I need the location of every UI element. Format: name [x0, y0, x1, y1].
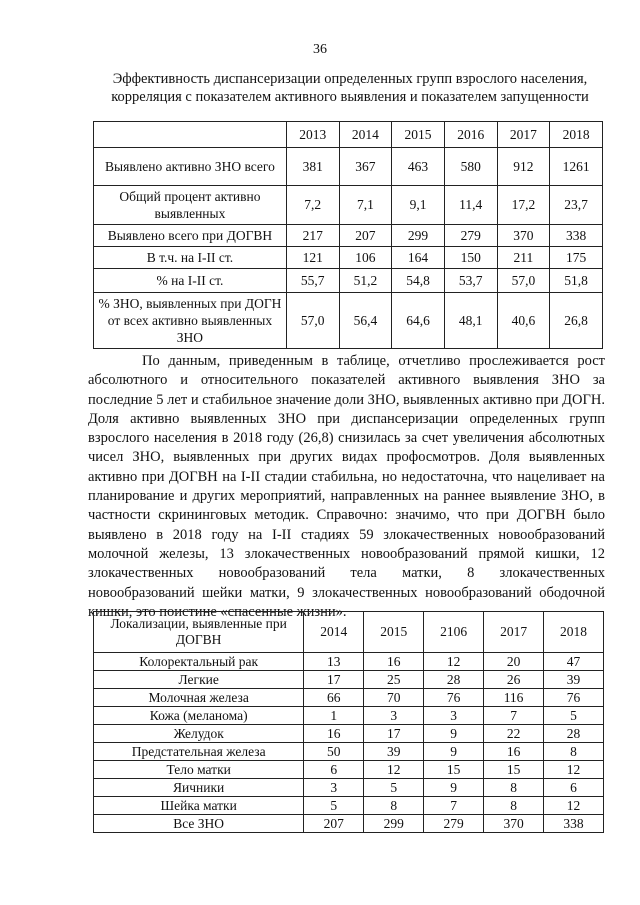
- table-cell: 338: [544, 815, 604, 833]
- table-cell: 28: [544, 725, 604, 743]
- table-cell: 66: [304, 689, 364, 707]
- row-label: Тело матки: [94, 761, 304, 779]
- table-cell: 39: [364, 743, 424, 761]
- table-row: [94, 269, 603, 293]
- table-cell: 12: [544, 761, 604, 779]
- table-cell: 367: [339, 148, 392, 186]
- table-row: [94, 186, 603, 225]
- row-label: Выявлено всего при ДОГВН: [94, 225, 287, 247]
- table-cell: 381: [286, 148, 339, 186]
- table-cell: 8: [364, 797, 424, 815]
- table-cell: 26,8: [550, 293, 603, 349]
- title-line: корреляция с показателем активного выявления и показателем запущенности: [111, 89, 589, 105]
- table-row: [94, 148, 603, 186]
- table-cell: 16: [304, 725, 364, 743]
- table-cell: 26: [484, 671, 544, 689]
- table-cell: 9: [424, 779, 484, 797]
- table-cell: 76: [544, 689, 604, 707]
- year-header: 2014: [304, 612, 364, 653]
- table-cell: 64,6: [392, 293, 445, 349]
- table-cell: 12: [364, 761, 424, 779]
- table-cell: 370: [497, 225, 550, 247]
- table-cell: 17: [364, 725, 424, 743]
- table-cell: 7: [424, 797, 484, 815]
- table-cell: 7,1: [339, 186, 392, 225]
- row-label: Легкие: [94, 671, 304, 689]
- row-label: Выявлено активно ЗНО всего: [94, 148, 287, 186]
- table-cell: 3: [304, 779, 364, 797]
- row-label: Молочная железа: [94, 689, 304, 707]
- table-cell: 16: [484, 743, 544, 761]
- table-cell: 23,7: [550, 186, 603, 225]
- row-label: Все ЗНО: [94, 815, 304, 833]
- table-cell: 15: [424, 761, 484, 779]
- page-title: [80, 70, 620, 106]
- table-cell: 5: [544, 707, 604, 725]
- table-cell: 912: [497, 148, 550, 186]
- year-header: 2017: [497, 122, 550, 148]
- table-cell: 12: [544, 797, 604, 815]
- table-cell: 16: [364, 653, 424, 671]
- table-row: [94, 671, 604, 689]
- row-label: Шейка матки: [94, 797, 304, 815]
- table-cell: 121: [286, 247, 339, 269]
- year-header: 2014: [339, 122, 392, 148]
- body-paragraph: По данным, приведенным в таблице, отчетливо прослеживается рост абсолютного и относительного показателей активного выявления ЗНО за последние 5 лет и стабильное значение доли ЗНО, выявленных активно при ДОГН. Доля активно выявленных ЗНО при диспансеризации определенных групп взрослого населения в 2018 году (26,8) снизилась за счет увеличения абсолютных чисел ЗНО, выявленных при других видах профосмотров. Доля выявленных активно при ДОГВН на I-II стадии стабильна, но недостаточна, что нацеливает на планирование и других мероприятий, направленных на раннее выявление ЗНО, в частности скрининговых методик. Справочно: значимо, что при ДОГВН было выявлено в 2018 году на I-II стадиях 59 злокачественных новообразований молочной железы, 13 злокачественных новообразований прямой кишки, 12 злокачественных новообразований тела матки, 8 злокачественных новообразований шейки матки, 9 злокачественных новообразований ободочной кишки, это поистине «спасенные жизни».: [88, 353, 605, 620]
- row-label: Яичники: [94, 779, 304, 797]
- header-label: Локализации, выявленные при ДОГВН: [94, 612, 304, 653]
- screening-efficiency-table: [93, 121, 603, 349]
- table-cell: 370: [484, 815, 544, 833]
- table-cell: 17,2: [497, 186, 550, 225]
- table-header-row: [94, 122, 603, 148]
- table-row: [94, 225, 603, 247]
- row-label: Кожа (меланома): [94, 707, 304, 725]
- table-cell: 463: [392, 148, 445, 186]
- localization-table: [93, 611, 604, 833]
- table-cell: 54,8: [392, 269, 445, 293]
- table-cell: 51,2: [339, 269, 392, 293]
- table-cell: 3: [364, 707, 424, 725]
- table-row: [94, 247, 603, 269]
- table-cell: 51,8: [550, 269, 603, 293]
- table-row: [94, 743, 604, 761]
- table-cell: 279: [444, 225, 497, 247]
- table-cell: 40,6: [497, 293, 550, 349]
- table-cell: 580: [444, 148, 497, 186]
- table-cell: 3: [424, 707, 484, 725]
- table-cell: 15: [484, 761, 544, 779]
- table-cell: 106: [339, 247, 392, 269]
- table-cell: 8: [544, 743, 604, 761]
- table-cell: 164: [392, 247, 445, 269]
- table-cell: 28: [424, 671, 484, 689]
- table-cell: 217: [286, 225, 339, 247]
- table-cell: 50: [304, 743, 364, 761]
- table-cell: 5: [364, 779, 424, 797]
- year-header: 2013: [286, 122, 339, 148]
- table-row: [94, 797, 604, 815]
- year-header: 2106: [424, 612, 484, 653]
- table-cell: 56,4: [339, 293, 392, 349]
- table-cell: 7: [484, 707, 544, 725]
- year-header: 2016: [444, 122, 497, 148]
- table-row: [94, 653, 604, 671]
- table-cell: 207: [304, 815, 364, 833]
- year-header: 2015: [392, 122, 445, 148]
- row-label: В т.ч. на I-II ст.: [94, 247, 287, 269]
- table-cell: 55,7: [286, 269, 339, 293]
- table-cell: 9: [424, 725, 484, 743]
- table-cell: 47: [544, 653, 604, 671]
- table-cell: 12: [424, 653, 484, 671]
- table-cell: 20: [484, 653, 544, 671]
- table-cell: 17: [304, 671, 364, 689]
- table-cell: 57,0: [497, 269, 550, 293]
- table-row: [94, 689, 604, 707]
- table-header-row: [94, 612, 604, 653]
- table-cell: 57,0: [286, 293, 339, 349]
- table-cell: 11,4: [444, 186, 497, 225]
- table-cell: 39: [544, 671, 604, 689]
- header-empty-cell: [94, 122, 287, 148]
- row-label: % на I-II ст.: [94, 269, 287, 293]
- table-row: [94, 725, 604, 743]
- table-cell: 279: [424, 815, 484, 833]
- title-line: Эффективность диспансеризации определенных групп взрослого населения,: [112, 71, 588, 87]
- table-cell: 175: [550, 247, 603, 269]
- table-cell: 299: [392, 225, 445, 247]
- table-row: [94, 707, 604, 725]
- table-row: [94, 761, 604, 779]
- table-cell: 8: [484, 797, 544, 815]
- page-number: 36: [313, 42, 327, 57]
- year-header: 2018: [544, 612, 604, 653]
- table-cell: 8: [484, 779, 544, 797]
- table-cell: 5: [304, 797, 364, 815]
- table-cell: 211: [497, 247, 550, 269]
- table-cell: 9: [424, 743, 484, 761]
- table-cell: 13: [304, 653, 364, 671]
- table-cell: 6: [304, 761, 364, 779]
- table-cell: 48,1: [444, 293, 497, 349]
- table-cell: 76: [424, 689, 484, 707]
- year-header: 2017: [484, 612, 544, 653]
- table-cell: 1: [304, 707, 364, 725]
- table-cell: 116: [484, 689, 544, 707]
- table-row: [94, 815, 604, 833]
- table-cell: 1261: [550, 148, 603, 186]
- table-cell: 6: [544, 779, 604, 797]
- table-cell: 207: [339, 225, 392, 247]
- year-header: 2015: [364, 612, 424, 653]
- table-cell: 70: [364, 689, 424, 707]
- table-cell: 9,1: [392, 186, 445, 225]
- table-row: [94, 293, 603, 349]
- table-cell: 338: [550, 225, 603, 247]
- row-label: Предстательная железа: [94, 743, 304, 761]
- row-label: % ЗНО, выявленных при ДОГН от всех активно выявленных ЗНО: [94, 293, 287, 349]
- table-cell: 53,7: [444, 269, 497, 293]
- table-cell: 150: [444, 247, 497, 269]
- table-cell: 7,2: [286, 186, 339, 225]
- row-label: Общий процент активно выявленных: [94, 186, 287, 225]
- row-label: Колоректальный рак: [94, 653, 304, 671]
- year-header: 2018: [550, 122, 603, 148]
- row-label: Желудок: [94, 725, 304, 743]
- table-row: [94, 779, 604, 797]
- table-cell: 22: [484, 725, 544, 743]
- table-cell: 299: [364, 815, 424, 833]
- table-cell: 25: [364, 671, 424, 689]
